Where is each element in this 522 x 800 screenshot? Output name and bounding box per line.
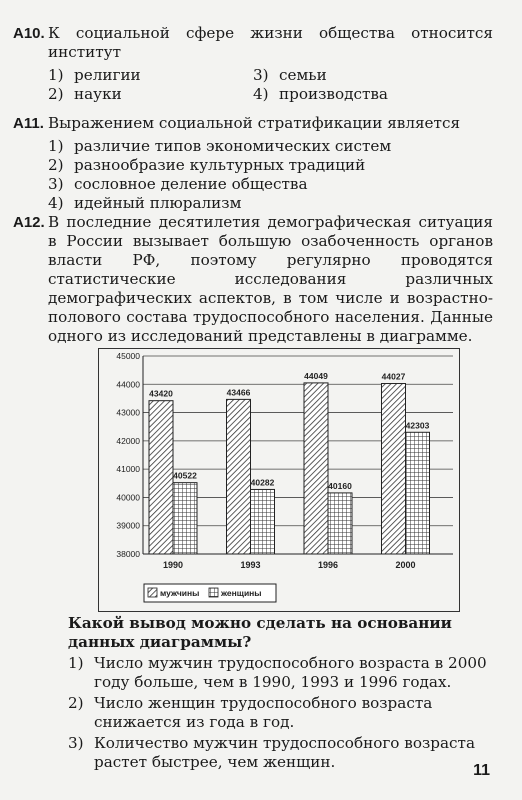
option-2[interactable]: 2) науки — [48, 85, 122, 103]
legend-label-women: женщины — [221, 588, 262, 598]
data-label-women: 40282 — [250, 477, 275, 488]
answer-2[interactable]: 2) Число женщин трудоспособного возраста снижается из года в год. — [68, 694, 433, 731]
data-label-women: 42303 — [405, 420, 430, 431]
question-a12 — [13, 213, 493, 346]
y-tick-label: 42000 — [116, 435, 140, 446]
options-grid — [48, 66, 493, 104]
y-tick-label: 44000 — [116, 379, 140, 390]
question-text: В последние десятилетия демографическая ситуация в России вызывает большую озабоченность органов власти РФ, поэтому регулярно проводятся статистические исследования различных демографических аспектов, в том числе и возрастно-полового состава трудоспособного населения. Данные одного из исследований представлены в диаграмме. — [48, 213, 493, 345]
y-tick-label: 39000 — [116, 520, 140, 531]
legend-swatch-men — [148, 588, 157, 597]
legend-label-men: мужчины — [160, 588, 200, 598]
x-tick-label: 1996 — [317, 560, 339, 570]
bar-men-2000 — [382, 384, 406, 554]
bar-women-1990 — [173, 483, 197, 554]
data-label-men: 44049 — [304, 370, 328, 381]
y-tick-label: 40000 — [116, 492, 140, 503]
option-3[interactable]: 3) семьи — [253, 66, 327, 84]
chart-svg — [98, 348, 460, 612]
bar-women-1993 — [251, 489, 275, 554]
x-tick-label: 1993 — [240, 560, 261, 570]
bar-women-2000 — [406, 432, 430, 554]
answer-1[interactable]: 1) Число мужчин трудоспособного возраста в 2000 году больше, чем в 1990, 1993 и 1996 годах. — [68, 654, 487, 691]
option-2[interactable]: 2) разнообразие культурных традиций — [48, 156, 366, 174]
data-label-men: 44027 — [381, 371, 406, 382]
y-tick-label: 43000 — [116, 407, 140, 418]
question-a10 — [13, 24, 493, 104]
bar-men-1993 — [227, 399, 251, 554]
answer-3[interactable]: 3) Количество мужчин трудоспособного возраста растет быстрее, чем женщин. — [68, 734, 475, 771]
y-tick-label: 38000 — [116, 549, 140, 559]
question-text: К социальной сфере жизни общества относится институт — [48, 24, 493, 61]
question-number: A11. — [13, 115, 44, 132]
option-1[interactable]: 1) различие типов экономических систем — [48, 137, 392, 155]
bar-women-1996 — [328, 493, 352, 554]
data-label-men: 43466 — [226, 387, 251, 398]
option-3[interactable]: 3) сословное деление общества — [48, 175, 308, 193]
question-a11 — [13, 114, 493, 213]
data-label-men: 43420 — [149, 388, 173, 399]
bar-men-1996 — [304, 383, 328, 554]
option-1[interactable]: 1) религии — [48, 66, 141, 84]
bar-men-1990 — [149, 401, 173, 554]
bar-chart — [98, 348, 460, 612]
data-label-women: 40160 — [328, 480, 352, 491]
x-tick-label: 2000 — [395, 560, 416, 570]
a12-question-block — [68, 614, 493, 774]
page-number: 11 — [473, 762, 490, 779]
question-text: Выражением социальной стратификации является — [48, 114, 461, 132]
question-number: A10. — [13, 25, 45, 42]
question-number: A12. — [13, 214, 45, 231]
option-4[interactable]: 4) производства — [253, 85, 388, 103]
data-label-women: 40522 — [173, 470, 197, 481]
legend-swatch-women — [209, 588, 218, 597]
options-list — [48, 137, 493, 213]
answers-list — [68, 654, 493, 772]
a12-question: Какой вывод можно сделать на основании данных диаграммы? — [68, 614, 452, 651]
x-tick-label: 1990 — [162, 560, 184, 570]
y-tick-label: 41000 — [116, 464, 140, 475]
option-4[interactable]: 4) идейный плюрализм — [48, 194, 242, 212]
y-tick-label: 45000 — [116, 351, 140, 361]
